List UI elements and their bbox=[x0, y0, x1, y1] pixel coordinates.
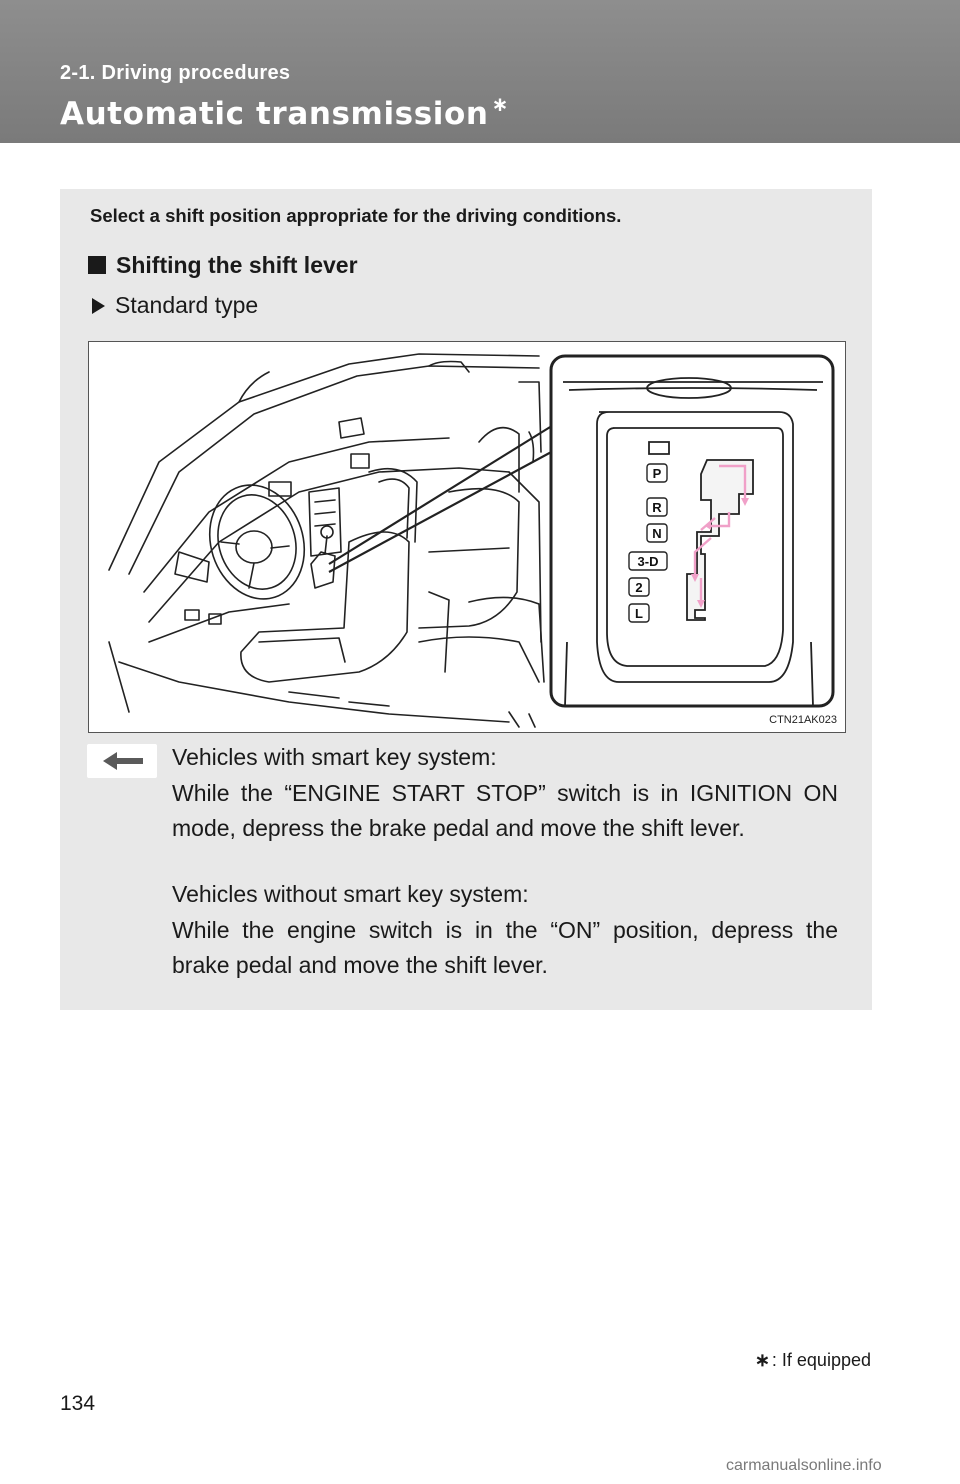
square-bullet-icon bbox=[88, 256, 106, 274]
page-header bbox=[0, 0, 960, 143]
watermark: carmanualsonline.info bbox=[726, 1457, 882, 1474]
page-title-text: Automatic transmission bbox=[60, 96, 489, 132]
car-interior-drawing bbox=[89, 342, 845, 732]
footnote bbox=[755, 1350, 871, 1371]
type-label bbox=[92, 292, 258, 319]
triangle-bullet-icon bbox=[92, 298, 105, 314]
no-smart-key-text: While the engine switch is in the “ON” position, depress the brake pedal and move the shift lever. bbox=[172, 916, 838, 978]
subheading-text: Shifting the shift lever bbox=[116, 252, 358, 278]
shift-label-n: N bbox=[652, 526, 662, 541]
shift-label-2: 2 bbox=[635, 580, 643, 595]
shift-label-p: P bbox=[652, 466, 662, 481]
subheading bbox=[88, 252, 358, 279]
no-smart-key-block bbox=[172, 877, 838, 984]
page-number: 134 bbox=[60, 1392, 96, 1415]
shift-label-r: R bbox=[652, 500, 662, 515]
no-smart-key-heading: Vehicles without smart key system: bbox=[172, 881, 529, 907]
page-title bbox=[60, 92, 509, 132]
figure-code: CTN21AK023 bbox=[769, 714, 837, 726]
smart-key-text: While the “ENGINE START STOP” switch is in IGNITION ON mode, depress the brake pedal and move the shift lever. bbox=[172, 779, 838, 841]
shift-label-l: L bbox=[635, 606, 643, 621]
smart-key-block bbox=[172, 740, 838, 847]
shift-label-3d: 3-D bbox=[637, 554, 659, 569]
intro-text: Select a shift position appropriate for the driving conditions. bbox=[90, 205, 622, 226]
type-label-text: Standard type bbox=[115, 292, 259, 318]
footnote-text: : If equipped bbox=[771, 1350, 871, 1370]
smart-key-heading: Vehicles with smart key system: bbox=[172, 744, 497, 770]
if-equipped-mark: ∗ bbox=[491, 92, 509, 116]
section-label: 2-1. Driving procedures bbox=[60, 62, 291, 84]
footnote-mark: ∗ bbox=[754, 1350, 770, 1370]
back-arrow-badge bbox=[87, 744, 157, 778]
shift-lever-illustration bbox=[88, 341, 846, 733]
left-arrow-icon bbox=[87, 744, 157, 778]
